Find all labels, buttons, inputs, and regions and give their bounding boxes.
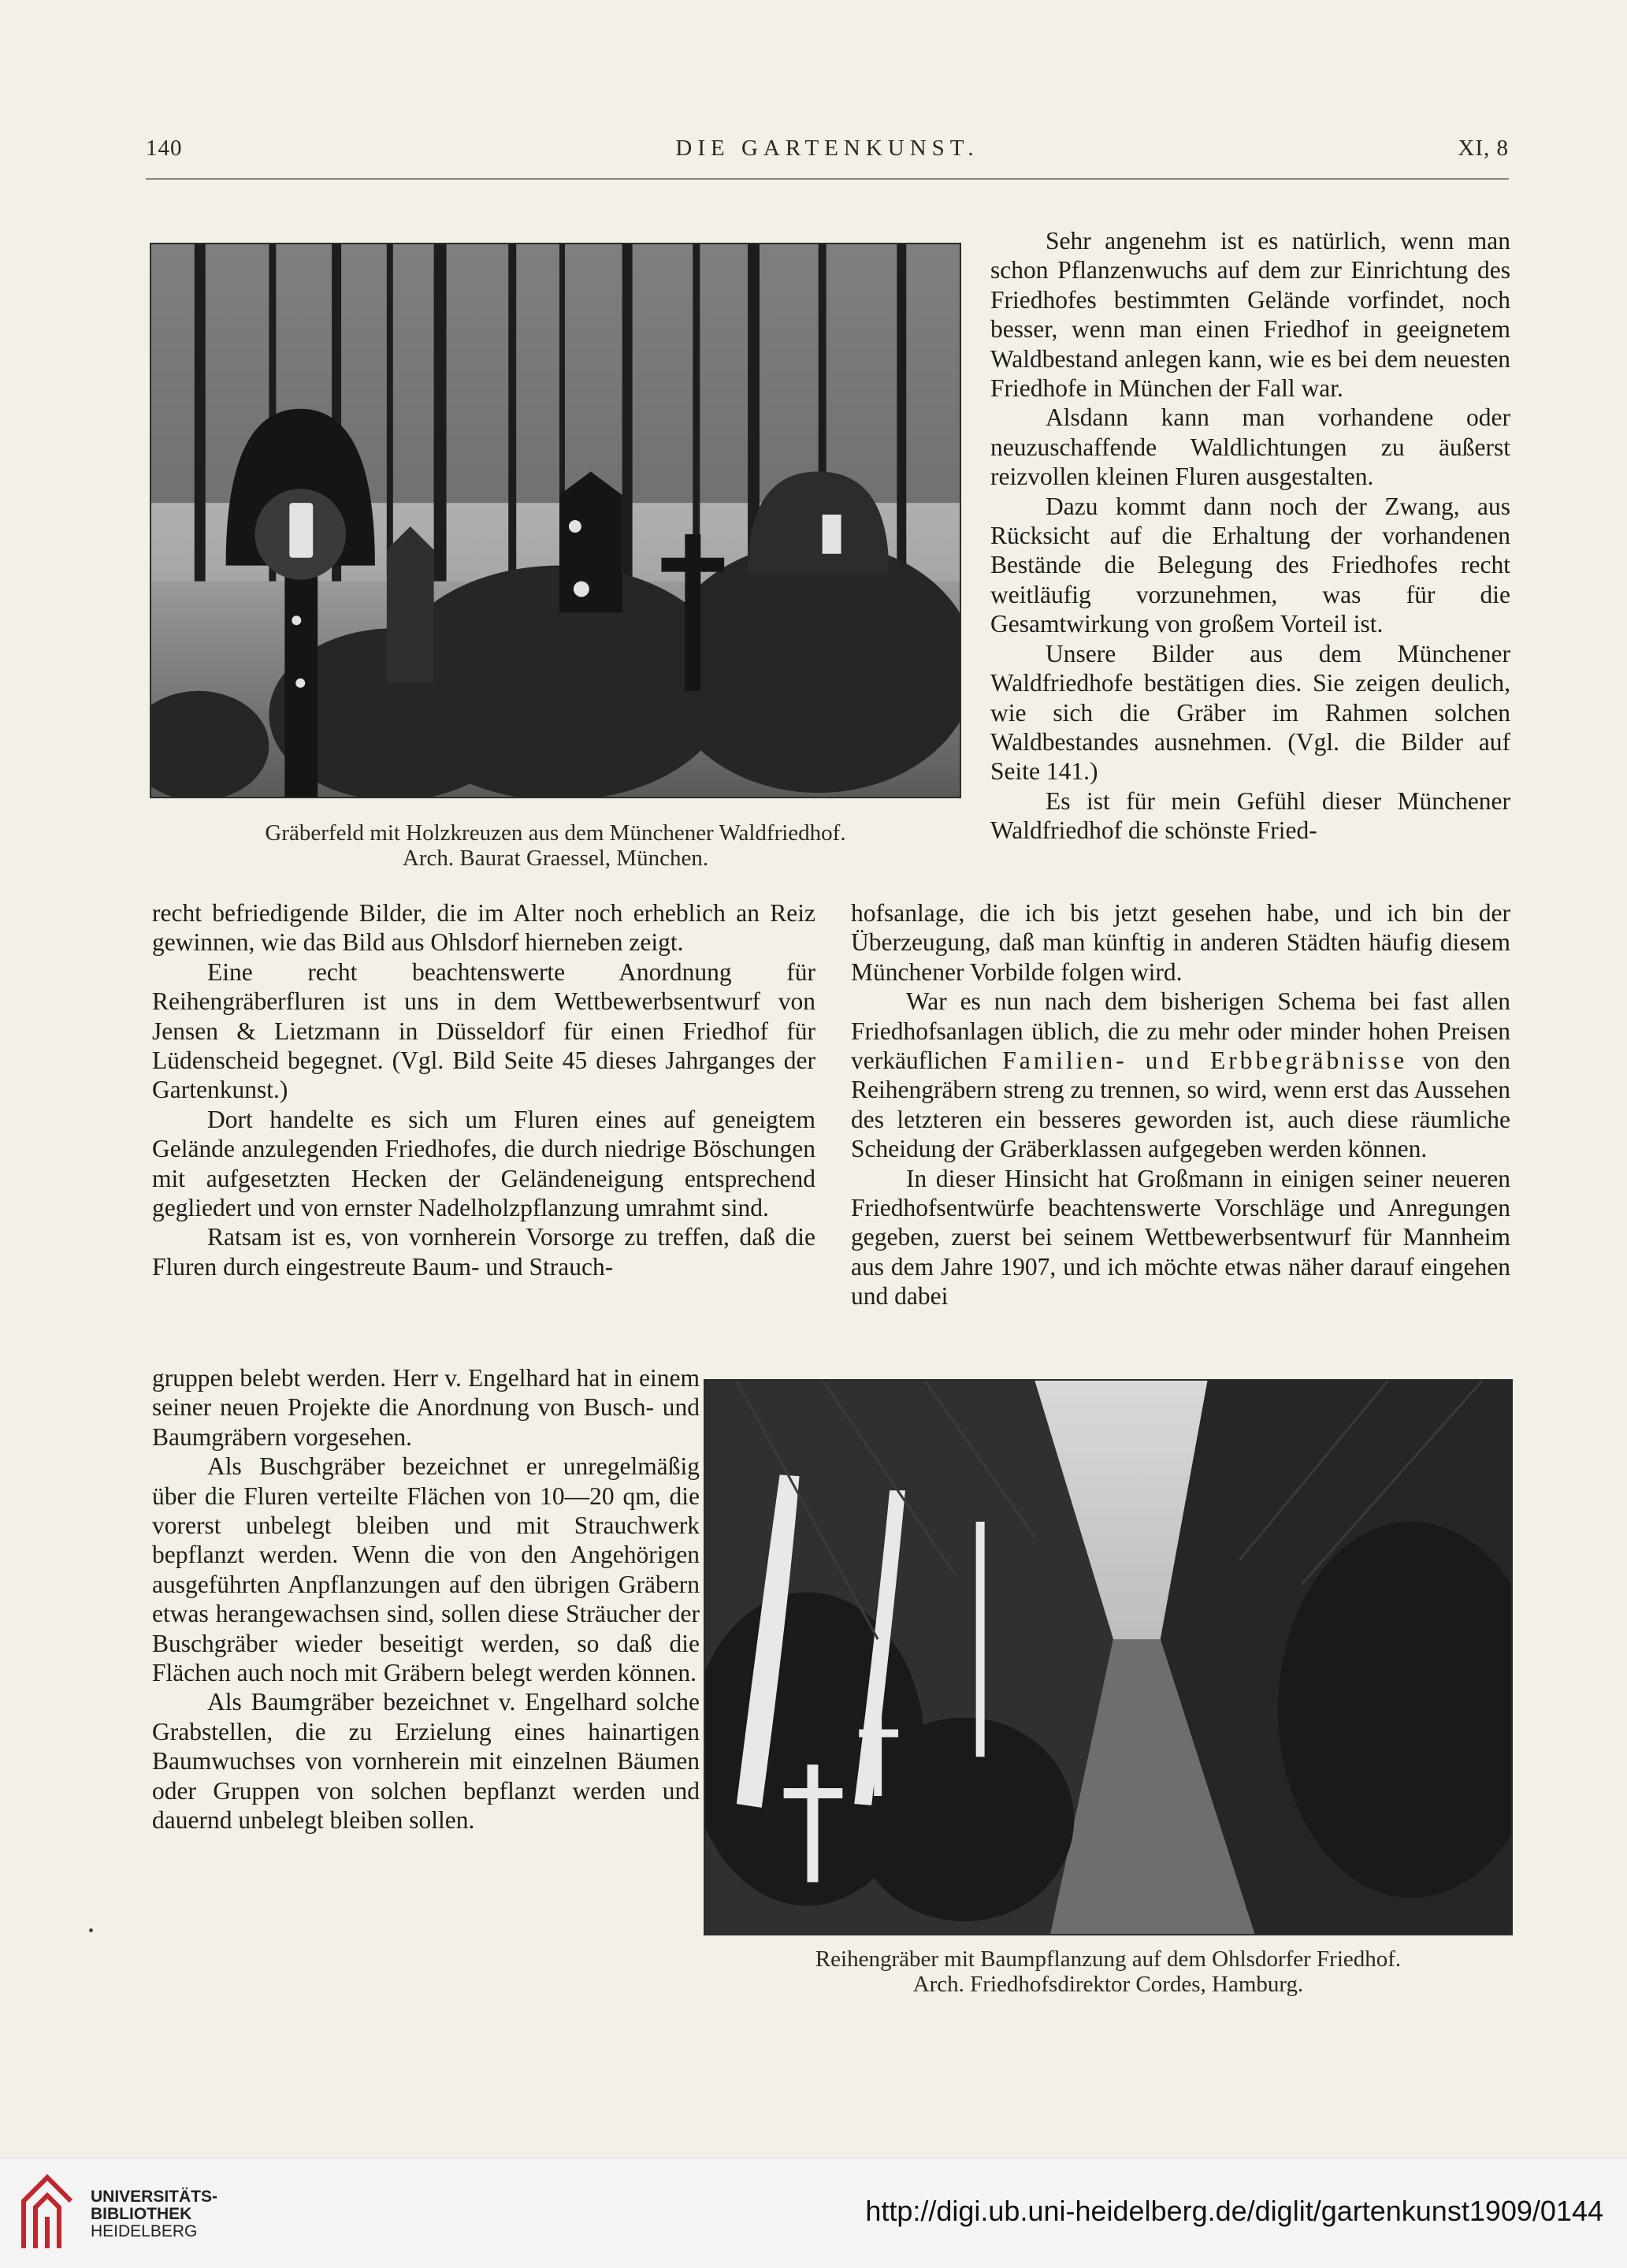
source-url-link[interactable]: http://digi.ub.uni-heidelberg.de/diglit/gartenkunst1909/0144 [865, 2195, 1603, 2227]
photo-ohlsdorf [704, 1379, 1513, 1935]
figure-caption-2-credit: Arch. Friedhofsdirektor Cordes, Hamburg. [912, 1972, 1304, 1997]
paragraph: Als Baumgräber bezeichnet v. Engelhard solche Grabstellen, die zu Erzielung eines hainartigen Baumwuchses von vornherein mit einzelnen Bäumen oder Gruppen von solchen bepflanzt werden und dauernd unbelegt bleiben sollen. [152, 1688, 700, 1835]
header-rule [146, 178, 1509, 180]
paragraph: Ratsam ist es, von vornherein Vorsorge zu treffen, daß die Fluren durch eingestreute Baum- und Strauch- [152, 1223, 815, 1281]
figure-caption-1-title: Gräberfeld mit Holzkreuzen aus dem Münchener Waldfriedhof. [265, 820, 846, 846]
figure-caption-2-title: Reihengräber mit Baumpflanzung auf dem Ohlsdorfer Friedhof. [815, 1946, 1402, 1972]
paragraph: Es ist für mein Gefühl dieser Münchener Waldfriedhof die schönste Fried- [990, 786, 1510, 845]
paragraph: Dort handelte es sich um Fluren eines auf geneigtem Gelände anzulegenden Friedhofes, die durch niedrige Böschungen mit aufgesetzten Hecken der Geländeneigung entsprechend gegliedert und von ernster Nadelholzpflanzung umrahmt sind. [152, 1105, 815, 1222]
figure-caption-2 [704, 1946, 1513, 1997]
paragraph-part: War es nun nach dem bisherigen Schema bei fast allen Friedhofsanlagen üblich, die zu mehr oder minder hohen Preisen verkäuflichen [851, 987, 1510, 1075]
paragraph: hofsanlage, die ich bis jetzt gesehen habe, und ich bin der Überzeugung, daß man künftig in anderen Städten häufig diesem Münchener Vorbilde folgen wird. [851, 899, 1510, 986]
paragraph: Dazu kommt dann noch der Zwang, aus Rücksicht auf die Erhaltung der vorhandenen Bestände die Belegung des Friedhofes recht weitläufig vorzunehmen, was für die Gesamtwirkung von großem Vorteil ist. [990, 492, 1510, 638]
paragraph: Sehr angenehm ist es natürlich, wenn man schon Pflanzenwuchs auf dem zur Einrichtung des Friedhofes bestimmten Gelände vorfindet, noch besser, wenn man einen Friedhof in geeignetem Waldbestand anlegen kann, wie es bei dem neuesten Friedhofe in München der Fall war. [990, 227, 1510, 403]
paragraph: gruppen belebt werden. Herr v. Engelhard hat in einem seiner neuen Projekte die Anordnung von Busch- und Baumgräbern vorgesehen. [152, 1364, 700, 1451]
paragraph: Alsdann kann man vorhandene oder neuzuschaffende Waldlichtungen zu äußerst reizvollen kleinen Fluren ausgestalten. [990, 403, 1510, 491]
university-library-logo-icon[interactable] [16, 2169, 80, 2256]
photo-ohlsdorf-image [705, 1381, 1511, 1934]
paragraph: Eine recht beachtenswerte Anordnung für Reihengräberfluren ist uns in dem Wettbewerbsentwurf von Jensen & Lietzmann in Düsseldorf für einen Friedhof für Lüdenscheid begegnet. (Vgl. Bild Seite 45 dieses Jahrganges der Gartenkunst.) [152, 957, 815, 1104]
column-left-middle [152, 898, 815, 1281]
paragraph: In dieser Hinsicht hat Großmann in einigen seiner neueren Friedhofsentwürfe beachtenswerte Vorschläge und Anregungen gegeben, zuerst bei seinem Wettbewerbsentwurf für Mannheim aus dem Jahre 1907, und ich möchte etwas näher darauf eingehen und dabei [851, 1164, 1510, 1311]
digitization-footer [0, 2158, 1627, 2268]
spaced-emphasis: Familien- und Erbbegräbnisse [1002, 1047, 1408, 1075]
paragraph-part: von den Reihengräbern streng zu trennen, so wird, wenn erst das Aussehen des letzteren ein besseres geworden ist, auch diese räumliche Scheidung der Gräberklassen aufgegeben werden können. [851, 1047, 1511, 1163]
column-left-lower [152, 1363, 700, 1835]
column-right-top [990, 226, 1510, 846]
photo-waldfriedhof-image [151, 244, 960, 797]
figure-caption-1-credit: Arch. Baurat Graessel, München. [402, 846, 709, 871]
photo-waldfriedhof [150, 243, 961, 798]
page-number: 140 [146, 136, 183, 161]
column-right-middle [851, 898, 1510, 1311]
paragraph: recht befriedigende Bilder, die im Alter noch erheblich an Reiz gewinnen, wie das Bild aus Ohlsdorf hierneben zeigt. [152, 899, 815, 957]
issue-number: XI, 8 [1458, 136, 1509, 161]
paragraph: Als Buschgräber bezeichnet er unregelmäßig über die Fluren verteilte Flächen von 10—20 qm, die vorerst unbelegt bleiben und mit Strauchwerk bepflanzt werden. Wenn die von den Angehörigen ausgeführten Anpflanzungen auf den übrigen Gräbern etwas herangewachsen sind, sollen diese Sträucher der Buschgräber wieder beseitigt werden, so daß die Flächen auch noch mit Gräbern belegt werden können. [152, 1452, 700, 1687]
paragraph [851, 987, 1510, 1163]
figure-caption-1 [150, 820, 961, 871]
running-head [146, 136, 1509, 167]
paragraph: Unsere Bilder aus dem Münchener Waldfriedhofe bestätigen dies. Sie zeigen deulich, wie sich die Gräber im Rahmen solchen Waldbestandes ausnehmen. (Vgl. die Bilder auf Seite 141.) [990, 639, 1510, 786]
library-name [91, 2188, 217, 2240]
library-name-line2: BIBLIOTHEK [91, 2205, 192, 2223]
library-name-line3: HEIDELBERG [91, 2222, 198, 2240]
library-name-line1: UNIVERSITÄTS- [91, 2188, 218, 2206]
journal-title: DIE GARTENKUNST. [675, 136, 979, 161]
print-speck [89, 1928, 93, 1932]
